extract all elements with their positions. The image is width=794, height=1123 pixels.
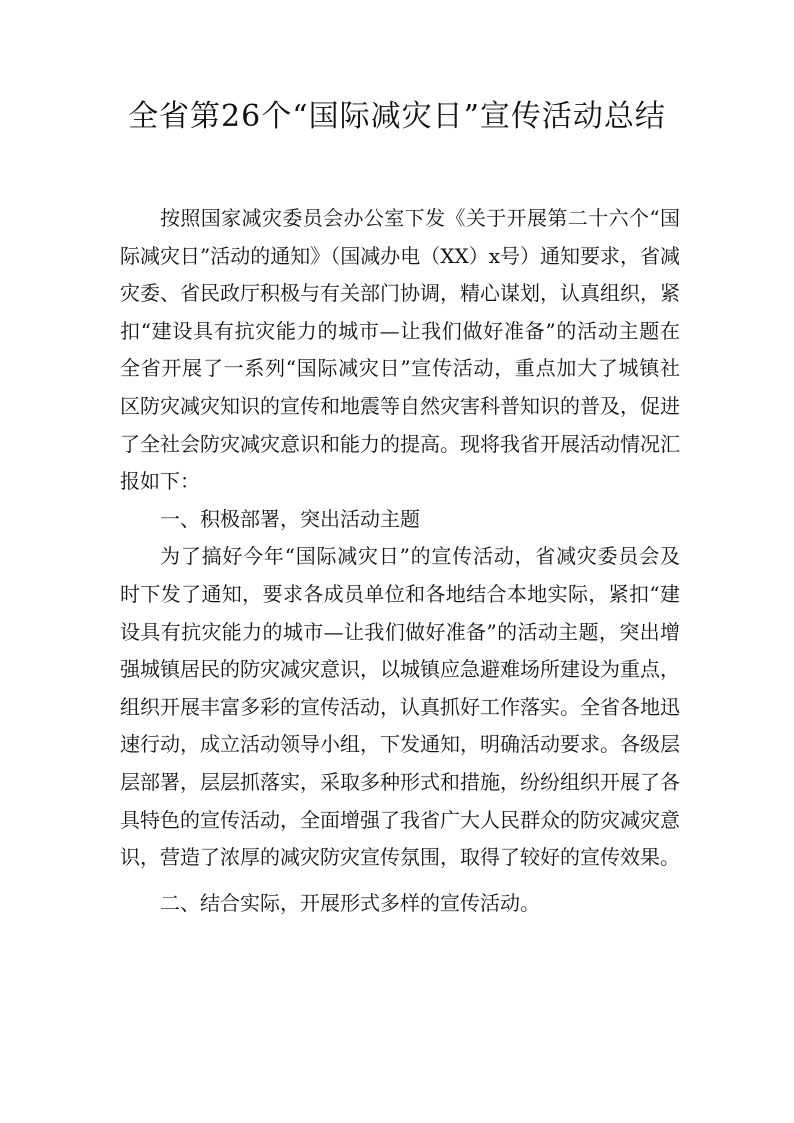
document-title: 全省第26个“国际减灾日”宣传活动总结 <box>128 99 666 134</box>
section-heading-1: 一、积极部署，突出活动主题 <box>160 506 420 531</box>
section-heading-2: 二、结合实际，开展形式多样的宣传活动。 <box>160 890 540 915</box>
intro-paragraph: 按照国家减灾委员会办公室下发《关于开展第二十六个“国际减灾日”活动的通知》（国减办电（XX）x号）通知要求，省减灾委、省民政厅积极与有关部门协调，精心谋划，认真组织，紧扣“建设具有抗灾能力的城市—让我们做好准备”的活动主题在全省开展了一系列“国际减灾日”宣传活动，重点加大了城镇社区防灾减灾知识的宣传和地震等自然灾害科普知识的普及，促进了全社会防灾减灾意识和能力的提高。现将我省开展活动情况汇报如下： <box>120 206 680 494</box>
document-body <box>120 200 680 922</box>
section-1-paragraph: 为了搞好今年“国际减灾日”的宣传活动，省减灾委员会及时下发了通知，要求各成员单位和各地结合本地实际，紧扣“建设具有抗灾能力的城市—让我们做好准备”的活动主题，突出增强城镇居民的防灾减灾意识，以城镇应急避难场所建设为重点，组织开展丰富多彩的宣传活动，认真抓好工作落实。全省各地迅速行动，成立活动领导小组，下发通知，明确活动要求。各级层层部署，层层抓落实，采取多种形式和措施，纷纷组织开展了各具特色的宣传活动，全面增强了我省广大人民群众的防灾减灾意识，营造了浓厚的减灾防灾宣传氛围，取得了较好的宣传效果。 <box>120 544 680 870</box>
